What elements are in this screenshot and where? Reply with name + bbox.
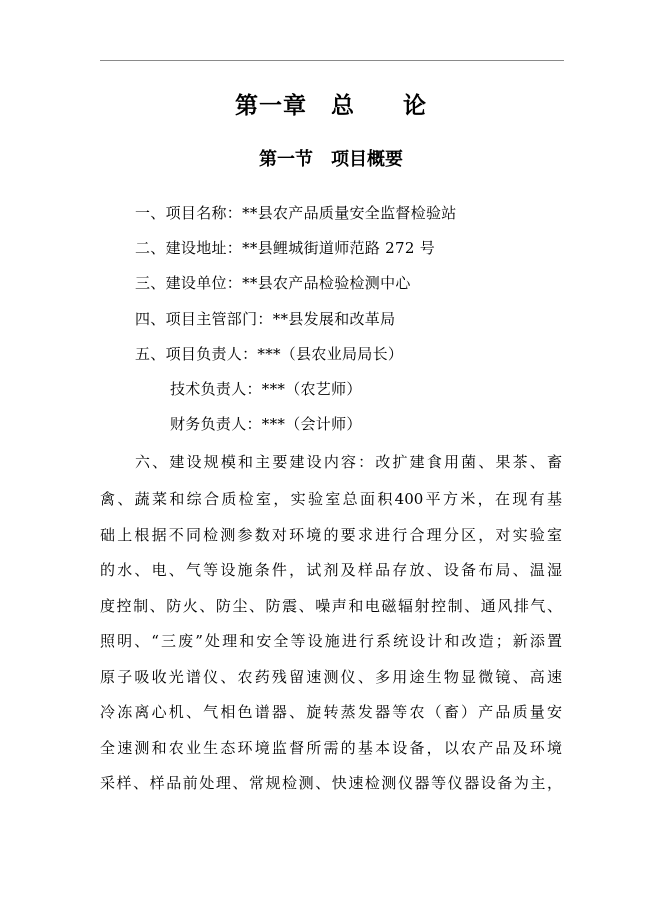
- chapter-title: 第一章 总 论: [235, 93, 427, 119]
- item-build-address: 二、建设地址：**县鲤城街道师范路 272 号: [135, 239, 436, 257]
- section-title: 第一节 项目概要: [259, 149, 403, 170]
- header-rule: [100, 60, 564, 61]
- paragraph-line: 冷冻离心机、气相色谱器、旋转蒸发器等农（畜）产品质量安: [100, 703, 562, 721]
- item-supervising-department: 四、项目主管部门：**县发展和改革局: [135, 310, 396, 328]
- item-build-unit: 三、建设单位：**县农产品检验检测中心: [135, 274, 411, 292]
- paragraph-line: 全速测和农业生态环境监督所需的基本设备，以农产品及环境: [100, 739, 562, 757]
- item-technical-leader: 技术负责人：***（农艺师）: [170, 380, 362, 398]
- item-project-leader: 五、项目负责人：***（县农业局局长）: [135, 345, 404, 363]
- item-finance-leader: 财务负责人：***（会计师）: [170, 415, 362, 433]
- paragraph-line: 度控制、防火、防尘、防震、噪声和电磁辐射控制、通风排气、: [100, 597, 562, 615]
- paragraph-line: 禽、蔬菜和综合质检室，实验室总面积400平方米，在现有基: [100, 490, 562, 508]
- paragraph-line: 照明、“三废”处理和安全等设施进行系统设计和改造；新添置: [100, 632, 562, 650]
- paragraph-line: 的水、电、气等设施条件，试剂及样品存放、设备布局、温湿: [100, 561, 562, 579]
- paragraph-line: 础上根据不同检测参数对环境的要求进行合理分区，对实验室: [100, 526, 562, 544]
- paragraph-line: 采样、样品前处理、常规检测、快速检测仪器等仪器设备为主，: [100, 774, 562, 792]
- item-project-name: 一、项目名称：**县农产品质量安全监督检验站: [135, 204, 457, 222]
- paragraph-line: 六、建设规模和主要建设内容：改扩建食用菌、果茶、畜: [135, 453, 562, 471]
- paragraph-line: 原子吸收光谱仪、农药残留速测仪、多用途生物显微镜、高速: [100, 668, 562, 686]
